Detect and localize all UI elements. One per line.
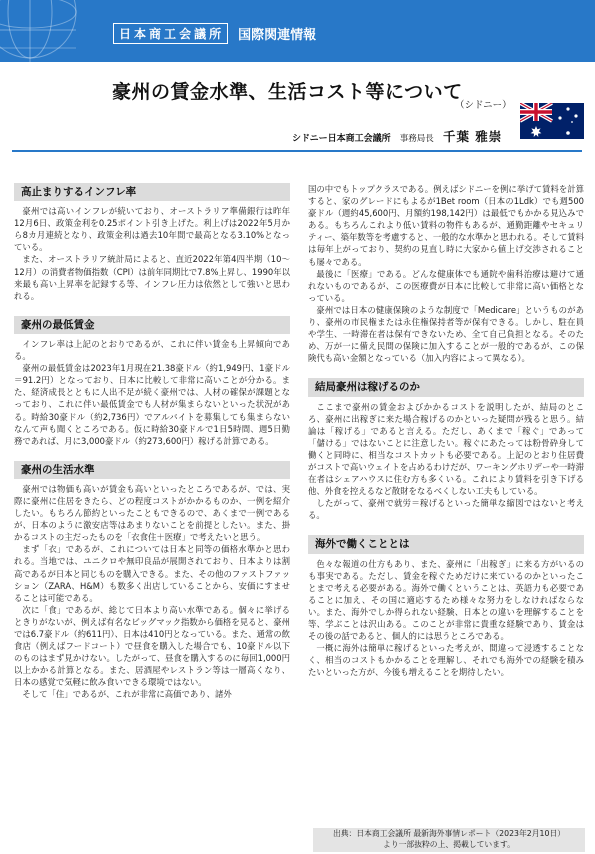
- globe-graphic: [0, 0, 80, 62]
- paragraph: 一概に海外は簡単に稼げるといった考えが、間違って浸透することなく、相当のコストもかかることを理解し、それでも海外での経験を積みたいといった方が、今後も増えることを期待したい。: [308, 643, 584, 678]
- paragraph: したがって、豪州で就労＝稼げるといった簡単な縮図ではないと考える。: [308, 498, 584, 521]
- paragraph: 豪州では高いインフレが続いており、オーストラリア準備銀行は昨年12月6日、政策金利を0.25ポイント引き上げた。利上げは2022年5月から8カ月連続となり、政策金利は過去10年間で最高となる3.10%となっている。: [14, 206, 290, 253]
- author-organization: シドニー日本商工会議所: [292, 134, 391, 144]
- paragraph: インフレ率は上記のとおりであるが、これに伴い賃金も上昇傾向である。: [14, 338, 290, 362]
- paragraph: 最後に「医療」である。どんな健康体でも通院や歯科治療は避けて通れないものであるが、この医療費が日本に比較して非常に高い価格となっている。: [308, 268, 584, 303]
- section-heading-min-wage: 豪州の最低賃金: [14, 316, 290, 334]
- paragraph: 国の中でもトップクラスである。例えばシドニーを例に挙げて賃料を計算すると、家のグレードにもよるが1Bet room（日本の1Ldk）でも週500豪ドル（週約45,600円、月額約198,142円）は最低でもかかる見込みである。もちろんこれより低い賃料の物件もあるが、通勤距離やセキュリティー、築年数等を考慮すると、一般的な水準かと思われる。そして賃料は毎年上がっており、契約の見直し時に大家から値上げ交渉されることも屡々である。: [308, 184, 584, 267]
- author-role: 事務局長: [399, 134, 434, 144]
- author-byline: [292, 127, 502, 145]
- section-category-title: 国際関連情報: [238, 28, 317, 43]
- section-heading-working-abroad: 海外で働くこととは: [308, 535, 584, 553]
- section-heading-living-standard: 豪州の生活水準: [14, 461, 290, 479]
- source-line: 出典：日本商工会議所 最新海外事情レポート（2023年2月10日）: [332, 829, 566, 838]
- paragraph: 次に「食」であるが、総じて日本より高い水準である。個々に挙げるときりがないが、例えば有名なビッグマック指数から価格を見ると、豪州では6.7豪ドル（約611円）、日本は410円となっている。また、通常の飲食店（例えばフードコート）で昼食を購入した場合でも、10豪ドル以下のものはまず見かけない。したがって、昼食を購入するのに毎回1,000円以上かかる計算となる。また、居酒屋やレストラン等は一層高くなり、日本の感覚で気軽に飲み食いできる環境ではない。: [14, 604, 290, 688]
- title-divider: [12, 150, 582, 152]
- paragraph: 豪州の最低賃金は2023年1月現在21.38豪ドル（約1,949円、1豪ドル＝91.2円）となっており、日本に比較して非常に高いことが分かる。また、経済成長とともに人出不足が続く豪州では、人材の確保が課題となっており、これに伴い最低賃金でも人材が集まらないといった状況がある。時給30豪ドル（約2,736円）でアルバイトを募集しても集まらないなんて声も聞くところである。仮に時給30豪ドルで1日5時間、週5日勤務であれば、月に3,000豪ドル（約273,600円）稼げる計算である。: [14, 363, 290, 446]
- left-column: [14, 183, 290, 701]
- paragraph: ここまで豪州の賃金およびかかるコストを説明したが、結局のところ、豪州に出稼ぎに来た場合稼げるのかといった疑問が残ると思う。結論は「稼げる」であると言える。ただし、あくまで「稼ぐ」であって「儲ける」ではないことに注意したい。稼ぐにあたっては粉骨砕身して働くと同時に、相当なコストカットも必要である。上記のとおり住居費がコストで高いウェイトを占めるわけだが、ワーキングホリデーや一時滞在者はシェアハウスに住む方も多くいる。これにより賃料を引き下げる他、外食を控えるなど散財をなるべくしない工夫もしている。: [308, 401, 584, 497]
- paragraph: また、オーストラリア統計局によると、直近2022年第4四半期（10〜12月）の消費者物価指数（CPI）は前年同期比で7.8%上昇し、1990年以来最も高い上昇率を記録する等、インフレ圧力は依然として強いと思われる。: [14, 254, 290, 301]
- paragraph: 豪州では物価も高いが賃金も高いといったところであるが、では、実際に豪州に住居をきたら、どの程度コストがかかるものか、一例を紹介したい。もちろん節約といったこともできるので、あくまで一例であるが、日本のように激安店等はあまりないことを前提としたい。また、掛かるコストの主だったものを「衣食住＋医療」で考えたいと思う。: [14, 483, 290, 543]
- paragraph: そして「住」であるが、これが非常に高価であり、諸外: [22, 689, 232, 700]
- chamber-tag-box: 日本商工会議所: [113, 23, 228, 44]
- title-location: （シドニー）: [455, 100, 512, 111]
- paragraph: 色々な報道の仕方もあり、また、豪州に「出稼ぎ」に来る方がいるのも事実である。ただし、賃金を稼ぐためだけに来ているのかといったことまで考える必要がある。海外で働くということは、英語力も必要であることに加え、その国に適応するため様々な努力をしなければならない。また、海外でしか得られない経験、日本との違いを理解することを等、学ぶことは沢山ある。このことが非常に貴重な経験であり、賃金はその後の話であると、個人的には思うところである。: [308, 558, 584, 642]
- australia-flag-icon: [520, 103, 584, 139]
- section-heading-can-earn: 結局豪州は稼げるのか: [308, 378, 584, 396]
- source-note: [313, 828, 585, 852]
- paragraph: 豪州では日本の健康保険のような制度で「Medicare」というものがあり、豪州の市民権または永住権保持者等が保有できる。しかし、駐在員や学生、一時滞在者は保有できないため、全て自己負担となる。そのため、万が一に備え民間の保険に加入することが一般的であるが、この保険代も高い金額となっている（加入内容によって異なる）。: [308, 304, 584, 364]
- author-name: 千葉 雅崇: [442, 129, 503, 144]
- page-title: 豪州の賃金水準、生活コスト等について: [112, 81, 463, 103]
- source-line: より一部抜粋の上、掲載しています。: [383, 840, 515, 849]
- section-heading-inflation: 高止まりするインフレ率: [14, 183, 290, 201]
- paragraph: まず「衣」であるが、これについては日本と同等の価格水準かと思われる。当地では、ユニクロや無印良品が展開されており、日本よりは割高であるが日本と同じものを購入できる。また、その他のファストファッション（ZARA、H&M）も数多く出店していることから、安価にすませることは可能である。: [14, 544, 290, 603]
- right-column: [308, 183, 584, 678]
- header-tag: [113, 23, 316, 44]
